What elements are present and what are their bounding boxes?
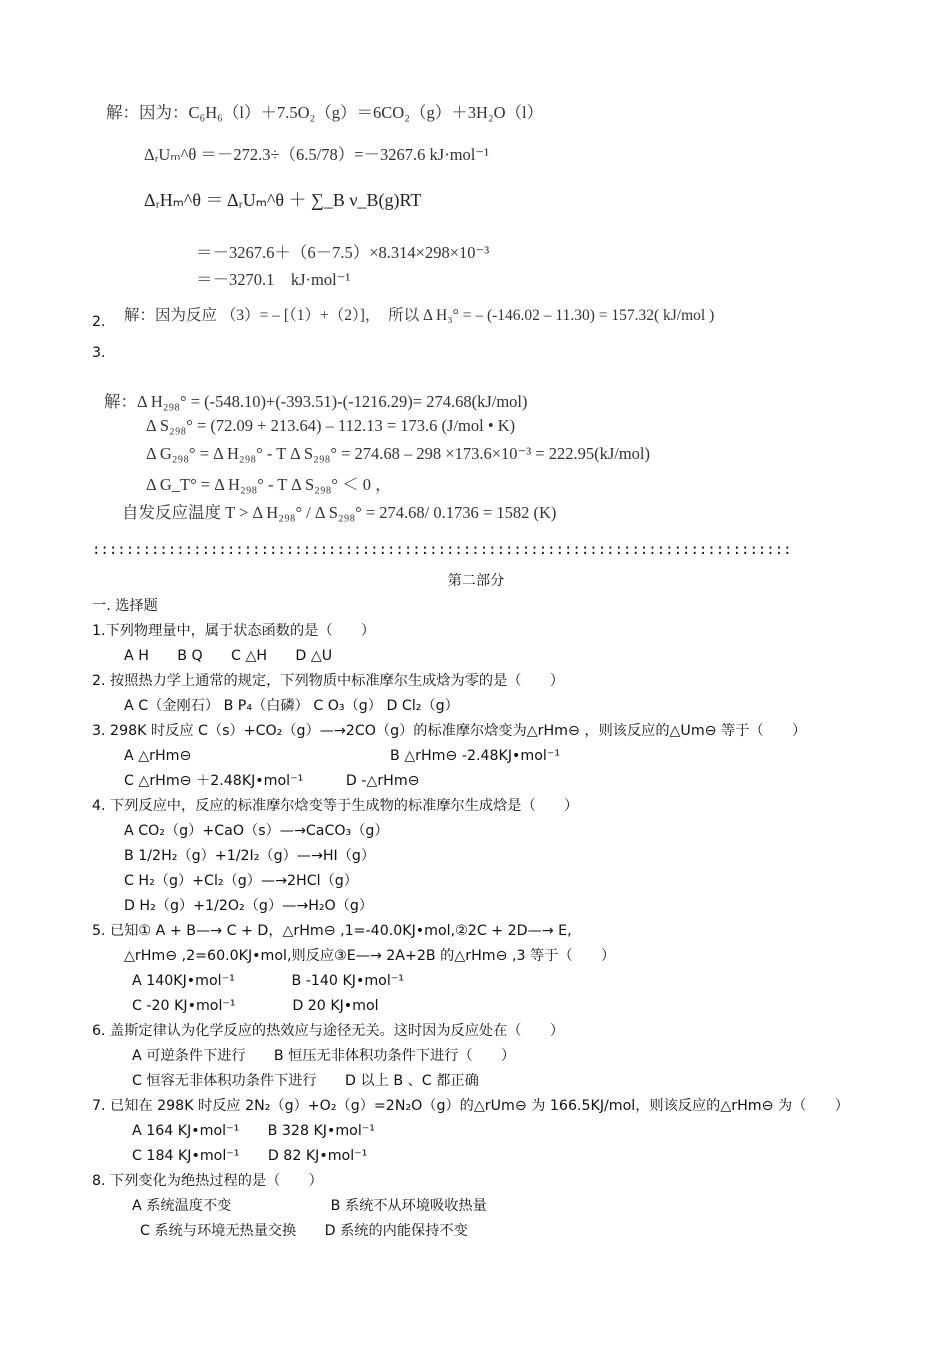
- q3-options-ab: A △rHm⊖ B △rHm⊖ -2.48KJ•mol⁻¹: [124, 748, 561, 764]
- q6-stem: 6. 盖斯定律认为化学反应的热效应与途径无关。这时因为反应处在（ ）: [92, 1023, 565, 1039]
- solution1-line5: ＝－3270.1 kJ·mol⁻¹: [196, 270, 351, 289]
- q1-stem: 1.下列物理量中，属于状态函数的是（ ）: [92, 623, 376, 639]
- solution3-line5: 自发反应温度 T > Δ H₂₉₈° / Δ S₂₉₈° = 274.68/ 0.1736 = 1582 (K): [122, 503, 557, 522]
- q5-stem-line1: 5. 已知① A + B—→ C + D，△rHm⊖ ,1=-40.0KJ•mol,②2C + 2D—→ E,: [92, 923, 572, 939]
- q5-stem-line2: △rHm⊖ ,2=60.0KJ•mol,则反应③E—→ 2A+2B 的△rHm⊖ ,3 等于（ ）: [124, 948, 616, 964]
- q5-options-cd: C -20 KJ•mol⁻¹ D 20 KJ•mol: [132, 998, 379, 1014]
- solution1-line2: ΔᵣUₘ^θ ＝－272.3÷（6.5/78）=－3267.6 kJ·mol⁻¹: [144, 145, 490, 164]
- q4-option-d: D H₂（g）+1/2O₂（g）—→H₂O（g）: [124, 898, 374, 914]
- q8-options-ab: A 系统温度不变 B 系统不从环境吸收热量: [132, 1198, 487, 1214]
- solution3-line3: Δ G₂₉₈° = Δ H₂₉₈° - T Δ S₂₉₈° = 274.68 – 298 ×173.6×10⁻³ = 222.95(kJ/mol): [146, 444, 650, 463]
- solution3-line1: 解：Δ H₂₉₈° = (-548.10)+(-393.51)-(-1216.29)= 274.68(kJ/mol): [104, 392, 528, 411]
- solution1-line1: 解：因为：C₆H₆（l）＋7.5O₂（g）＝6CO₂（g）＋3H₂O（l）: [106, 103, 544, 122]
- solution3-line2: Δ S₂₉₈° = (72.09 + 213.64) – 112.13 = 173.6 (J/mol • K): [146, 416, 516, 435]
- solution3-line4: Δ G_T° = Δ H₂₉₈° - T Δ S₂₉₈° ＜ 0 ，: [146, 475, 392, 494]
- q4-option-c: C H₂（g）+Cl₂（g）—→2HCl（g）: [124, 873, 358, 889]
- q5-options-ab: A 140KJ•mol⁻¹ B -140 KJ•mol⁻¹: [132, 973, 404, 989]
- q6-options-cd: C 恒容无非体积功条件下进行 D 以上 B 、C 都正确: [132, 1073, 479, 1089]
- section-heading: 一. 选择题: [92, 598, 158, 614]
- q7-stem: 7. 已知在 298K 时反应 2N₂（g）+O₂（g）=2N₂O（g）的△rUm⊖ 为 166.5KJ/mol，则该反应的△rHm⊖ 为（ ）: [92, 1098, 849, 1114]
- q4-option-b: B 1/2H₂（g）+1/2I₂（g）—→HI（g）: [124, 848, 376, 864]
- dotted-separator: :::::::::::::::::::::::::::::::::::::::::::::::::::::::::::::::::::::::::::::::::::: [92, 542, 792, 558]
- q7-options-ab: A 164 KJ•mol⁻¹ B 328 KJ•mol⁻¹: [132, 1123, 375, 1139]
- question2-number: 2.: [92, 314, 106, 330]
- solution1-line4: ＝－3267.6＋（6－7.5）×8.314×298×10⁻³: [196, 243, 490, 262]
- q8-options-cd: C 系统与环境无热量交换 D 系统的内能保持不变: [140, 1223, 468, 1239]
- solution1-formula: ΔᵣHₘ^θ ＝ ΔᵣUₘ^θ ＋ ∑_B ν_B(g)RT: [144, 190, 422, 210]
- q6-options-ab: A 可逆条件下进行 B 恒压无非体积功条件下进行（ ）: [132, 1048, 516, 1064]
- q1-options: A H B Q C △H D △U: [124, 648, 333, 664]
- q8-stem: 8. 下列变化为绝热过程的是（ ）: [92, 1173, 323, 1189]
- part2-title: 第二部分: [447, 573, 505, 589]
- question3-number: 3.: [92, 345, 106, 361]
- q2-stem: 2. 按照热力学上通常的规定，下列物质中标准摩尔生成焓为零的是（ ）: [92, 673, 565, 689]
- q2-options: A C（金刚石） B P₄（白磷） C O₃（g） D Cl₂（g）: [124, 698, 459, 714]
- solution2-line: 解：因为反应 （3）= – [（1）+（2）]， 所以 Δ H₃° = – (-146.02 – 11.30) = 157.32( kJ/mol ): [124, 307, 715, 324]
- q4-option-a: A CO₂（g）+CaO（s）—→CaCO₃（g）: [124, 823, 389, 839]
- q7-options-cd: C 184 KJ•mol⁻¹ D 82 KJ•mol⁻¹: [132, 1148, 368, 1164]
- q3-options-cd: C △rHm⊖ ＋2.48KJ•mol⁻¹ D -△rHm⊖: [124, 773, 420, 789]
- q3-stem: 3. 298K 时反应 C（s）+CO₂（g）—→2CO（g）的标准摩尔焓变为△rHm⊖ ，则该反应的△Um⊖ 等于（ ）: [92, 723, 807, 739]
- q4-stem: 4. 下列反应中，反应的标准摩尔焓变等于生成物的标准摩尔生成焓是（ ）: [92, 798, 579, 814]
